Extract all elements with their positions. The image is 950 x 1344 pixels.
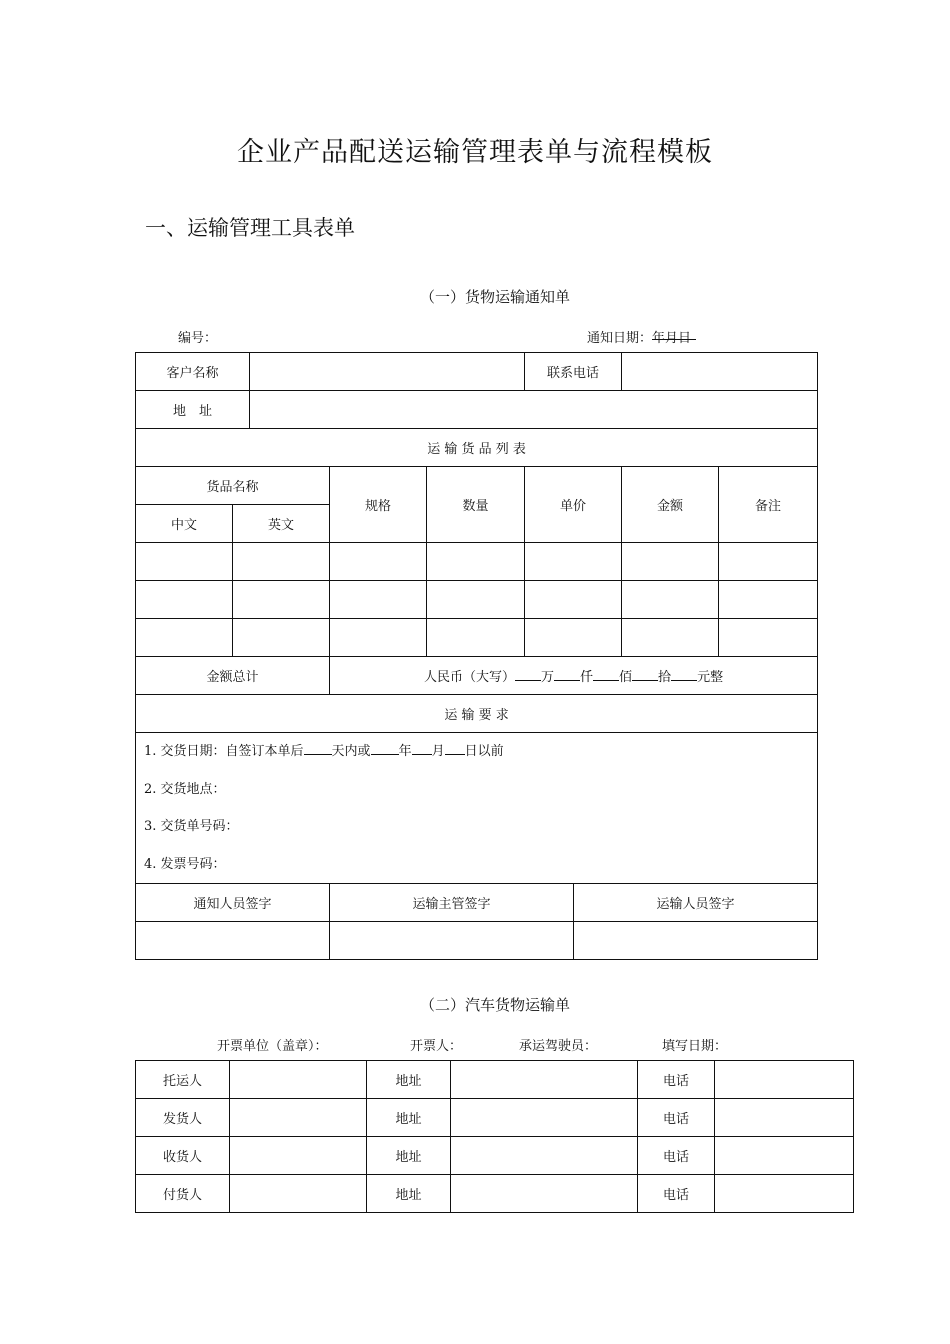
goods-row — [136, 543, 818, 581]
delivery-number-line[interactable]: 3. 交货单号码： — [144, 819, 239, 834]
qian-label: 仟 — [580, 670, 594, 685]
party-field[interactable] — [230, 1175, 367, 1213]
address-field[interactable] — [250, 391, 818, 429]
month-label: 月 — [665, 331, 679, 346]
delivery-date-prefix: 1. 交货日期：自签订本单后 — [144, 744, 304, 759]
address-field[interactable] — [451, 1175, 638, 1213]
shi-label: 拾 — [658, 670, 672, 685]
form1-title: （一）货物运输通知单 — [419, 288, 570, 306]
day-suffix: 日以前 — [464, 744, 504, 759]
goods-name-header: 货品名称 — [136, 467, 330, 505]
goods-cell[interactable] — [525, 619, 622, 657]
notifier-signature-field[interactable] — [136, 922, 330, 960]
phone-label: 电话 — [638, 1137, 715, 1175]
goods-cell[interactable] — [330, 543, 427, 581]
address-label: 地址 — [367, 1137, 451, 1175]
requirements-body — [136, 733, 818, 884]
requirements-header: 运 输 要 求 — [136, 695, 818, 733]
spec-header: 规格 — [330, 467, 427, 543]
qian-blank[interactable] — [554, 668, 580, 681]
chinese-header: 中文 — [136, 505, 233, 543]
days-label: 天内或 — [331, 744, 371, 759]
wan-label: 万 — [541, 670, 555, 685]
notice-date — [587, 327, 691, 346]
phone-label: 电话 — [638, 1175, 715, 1213]
goods-row — [136, 619, 818, 657]
goods-cell[interactable] — [330, 581, 427, 619]
goods-cell[interactable] — [622, 619, 719, 657]
rmb-label: 人民币（大写） — [423, 670, 515, 685]
goods-cell[interactable] — [622, 581, 719, 619]
document-title: 企业产品配送运输管理表单与流程模板 — [237, 137, 713, 168]
day-label: 日 — [678, 331, 692, 346]
transporter-signature-label: 运输人员签字 — [574, 884, 818, 922]
days-blank[interactable] — [304, 742, 332, 755]
address-label: 地址 — [367, 1061, 451, 1099]
waybill-row — [136, 1061, 854, 1099]
customer-name-field[interactable] — [250, 353, 525, 391]
phone-label: 电话 — [638, 1061, 715, 1099]
transporter-signature-field[interactable] — [574, 922, 818, 960]
driver-label: 承运驾驶员： — [519, 1039, 598, 1054]
address-field[interactable] — [451, 1099, 638, 1137]
party-label: 发货人 — [136, 1099, 230, 1137]
remark-header: 备注 — [719, 467, 818, 543]
bai-blank[interactable] — [593, 668, 619, 681]
phone-field[interactable] — [715, 1137, 854, 1175]
yuan-label: 元整 — [697, 670, 724, 685]
delivery-date-line — [144, 733, 817, 771]
month-label: 月 — [431, 744, 445, 759]
waybill-row — [136, 1175, 854, 1213]
supervisor-signature-field[interactable] — [330, 922, 574, 960]
quantity-header: 数量 — [427, 467, 525, 543]
number-label: 编号： — [178, 331, 218, 346]
year-blank[interactable] — [371, 742, 399, 755]
shi-blank[interactable] — [632, 668, 658, 681]
goods-cell[interactable] — [330, 619, 427, 657]
day-blank[interactable] — [678, 327, 696, 340]
total-amount-field[interactable] — [330, 657, 818, 695]
notice-date-label: 通知日期： — [587, 331, 653, 346]
goods-cell[interactable] — [719, 581, 818, 619]
party-label: 付货人 — [136, 1175, 230, 1213]
goods-list-header: 运 输 货 品 列 表 — [136, 429, 818, 467]
amount-header: 金额 — [622, 467, 719, 543]
bai-label: 佰 — [619, 670, 633, 685]
issuer-unit-label: 开票单位（盖章）： — [217, 1039, 328, 1054]
form2-meta — [0, 1035, 950, 1053]
phone-field[interactable] — [622, 353, 818, 391]
goods-cell[interactable] — [233, 619, 330, 657]
year-label: 年 — [398, 744, 412, 759]
section-heading: 一、运输管理工具表单 — [145, 216, 355, 240]
address-field[interactable] — [451, 1061, 638, 1099]
party-field[interactable] — [230, 1099, 367, 1137]
address-label: 地址 — [367, 1175, 451, 1213]
address-field[interactable] — [451, 1137, 638, 1175]
goods-cell[interactable] — [622, 543, 719, 581]
supervisor-signature-label: 运输主管签字 — [330, 884, 574, 922]
goods-cell[interactable] — [136, 581, 233, 619]
transport-notice-table — [135, 352, 818, 960]
form1-meta — [0, 327, 950, 345]
total-label: 金额总计 — [136, 657, 330, 695]
goods-cell[interactable] — [233, 581, 330, 619]
goods-cell[interactable] — [427, 581, 525, 619]
address-label: 地址 — [367, 1099, 451, 1137]
waybill-row — [136, 1099, 854, 1137]
goods-cell[interactable] — [719, 619, 818, 657]
day-blank[interactable] — [445, 742, 465, 755]
goods-row — [136, 581, 818, 619]
phone-label: 联系电话 — [525, 353, 622, 391]
goods-cell[interactable] — [427, 619, 525, 657]
english-header: 英文 — [233, 505, 330, 543]
goods-cell[interactable] — [525, 543, 622, 581]
customer-name-label: 客户名称 — [136, 353, 250, 391]
waybill-row — [136, 1137, 854, 1175]
phone-field[interactable] — [715, 1099, 854, 1137]
invoice-number-line[interactable]: 4. 发票号码： — [144, 856, 226, 872]
issuer-label: 开票人： — [410, 1039, 463, 1054]
phone-field[interactable] — [715, 1061, 854, 1099]
goods-cell[interactable] — [136, 619, 233, 657]
goods-cell[interactable] — [136, 543, 233, 581]
vehicle-waybill-table — [135, 1060, 854, 1213]
goods-cell[interactable] — [427, 543, 525, 581]
fill-date-label: 填写日期： — [662, 1039, 728, 1054]
party-label: 收货人 — [136, 1137, 230, 1175]
party-label: 托运人 — [136, 1061, 230, 1099]
goods-cell[interactable] — [719, 543, 818, 581]
wan-blank[interactable] — [515, 668, 541, 681]
year-label: 年 — [652, 331, 666, 346]
party-field[interactable] — [230, 1061, 367, 1099]
goods-cell[interactable] — [233, 543, 330, 581]
party-field[interactable] — [230, 1137, 367, 1175]
delivery-place-line[interactable]: 2. 交货地点： — [144, 781, 226, 797]
goods-cell[interactable] — [525, 581, 622, 619]
form2-title: （二）汽车货物运输单 — [419, 996, 570, 1014]
phone-field[interactable] — [715, 1175, 854, 1213]
month-blank[interactable] — [412, 742, 432, 755]
yuan-blank[interactable] — [671, 668, 697, 681]
phone-label: 电话 — [638, 1099, 715, 1137]
unit-price-header: 单价 — [525, 467, 622, 543]
notifier-signature-label: 通知人员签字 — [136, 884, 330, 922]
address-label: 地 址 — [136, 391, 250, 429]
